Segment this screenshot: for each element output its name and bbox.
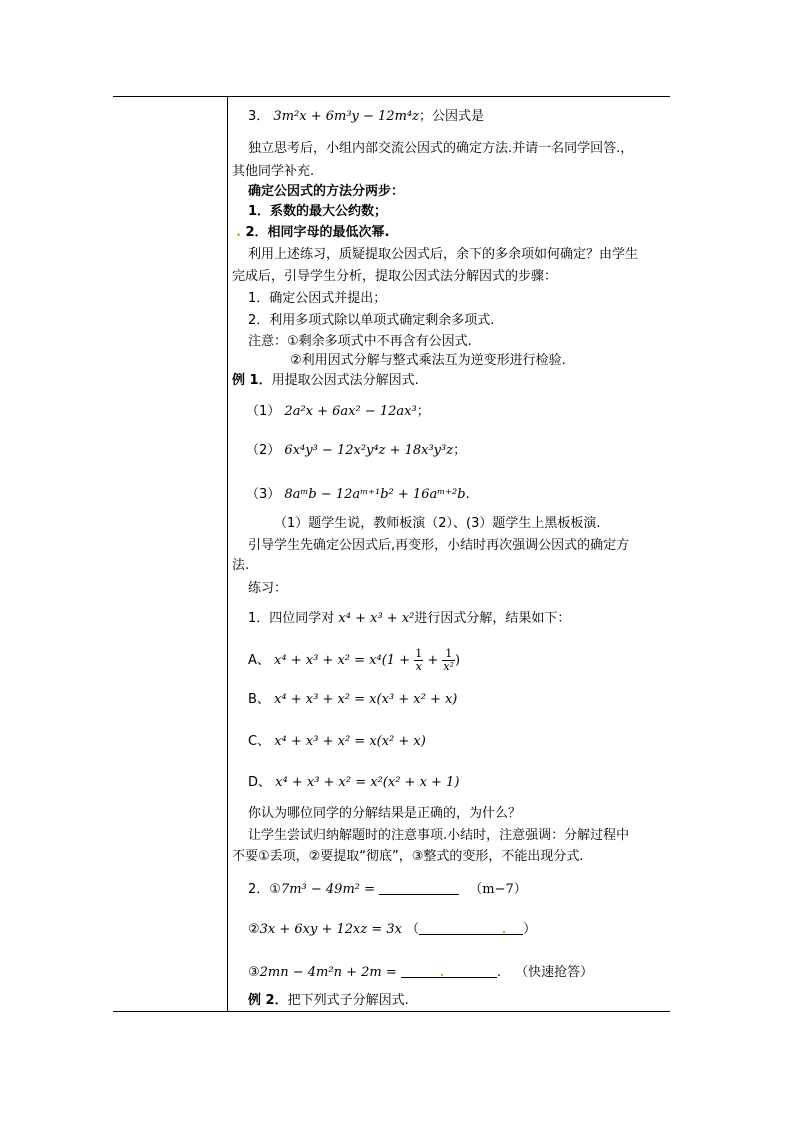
blank-mark	[503, 931, 505, 933]
practice-question: 你认为哪位同学的分解结果是正确的，为什么？	[248, 806, 522, 821]
q3-line: 3． 3m²x + 6m³y − 12m⁴z；公因式是	[248, 109, 484, 124]
example-1-item-1: （1） 2a²x + 6ax² − 12ax³；	[246, 404, 430, 419]
table-column-divider	[227, 96, 228, 1012]
option-b: B、 x⁴ + x³ + x² = x(x³ + x² + x)	[248, 692, 458, 707]
answer-blank-3[interactable]	[401, 963, 497, 978]
example-1-item-2: （2） 6x⁴y³ − 12x²y⁴z + 18x³y³z；	[246, 443, 467, 458]
practice-summary-line-1: 让学生尝试归纳解题时的注意事项.小结时，注意强调：分解过程中	[248, 828, 630, 843]
analysis-line-2: 完成后，引导学生分析，提取公因式法分解因式的步骤：	[232, 269, 558, 284]
note-2: ②利用因式分解与整式乘法互为逆变形进行检验.	[290, 353, 566, 368]
answer-blank-2[interactable]	[419, 920, 523, 935]
method-step-1: 1．系数的最大公约数；	[248, 204, 388, 219]
method-title: 确定公因式的方法分两步：	[248, 184, 405, 199]
method-step-2: . 2．相同字母的最低次幂.	[236, 225, 390, 240]
example-1-guide-line-1: 引导学生先确定公因式后,再变形，小结时再次强调公因式的确定方	[248, 538, 630, 553]
analysis-line-1: 利用上述练习，质疑提取公因式后，余下的多余项如何确定？由学生	[248, 247, 639, 262]
practice-q2-2: ②3x + 6xy + 12xz = 3x （ ）	[248, 922, 537, 937]
answer-blank-1[interactable]	[379, 880, 459, 895]
option-c: C、 x⁴ + x³ + x² = x(x² + x)	[248, 734, 426, 749]
example-1-title: 例 1．用提取公因式法分解因式.	[232, 373, 419, 388]
practice-q2-1: 2．①7m³ − 49m² = （m−7）	[248, 882, 527, 897]
note-1: 注意：①剩余多项式中不再含有公因式.	[248, 334, 472, 349]
step-1: 1．确定公因式并提出；	[248, 291, 387, 306]
option-d: D、 x⁴ + x³ + x² = x²(x² + x + 1)	[248, 775, 460, 790]
example-1-item-3: （3） 8aᵐb − 12aᵐ⁺¹b² + 16aᵐ⁺²b.	[246, 487, 470, 502]
practice-q1: 1．四位同学对 x⁴ + x³ + x²进行因式分解，结果如下：	[248, 611, 571, 626]
discussion-line-2: 其他同学补充.	[232, 164, 315, 179]
fraction-1-over-x-squared: $\frac{1}{\text{x²}}$	[443, 647, 455, 673]
practice-q2-3: ③2mn − 4m²n + 2m = . （快速抢答）	[248, 965, 594, 980]
q3-expression: 3m²x + 6m³y − 12m⁴z	[273, 109, 419, 124]
step-2: 2．利用多项式除以单项式确定剩余多项式.	[248, 313, 495, 328]
example-2-title: 例 2．把下列式子分解因式.	[248, 993, 409, 1008]
practice-summary-line-2: 不要①丢项，②要提取“彻底”，③整式的变形，不能出现分式.	[232, 849, 584, 864]
example-1-remark: （1）题学生说，教师板演（2）、(3）题学生上黑板板演.	[274, 516, 601, 531]
table-bottom-border	[113, 1011, 670, 1012]
table-top-border	[113, 96, 670, 97]
blank-mark	[441, 974, 443, 976]
option-a: A、 x⁴ + x³ + x² = x⁴(1 + $\frac{1}{x}$ + $\frac{1}{\text{x²}}$ )	[248, 647, 461, 673]
example-1-guide-line-2: 法.	[232, 558, 250, 573]
practice-title: 练习：	[248, 581, 288, 596]
fraction-1-over-x: $\frac{1}{x}$	[415, 647, 423, 673]
discussion-line-1: 独立思考后，小组内部交流公因式的确定方法.并请一名同学回答.，	[248, 141, 634, 156]
